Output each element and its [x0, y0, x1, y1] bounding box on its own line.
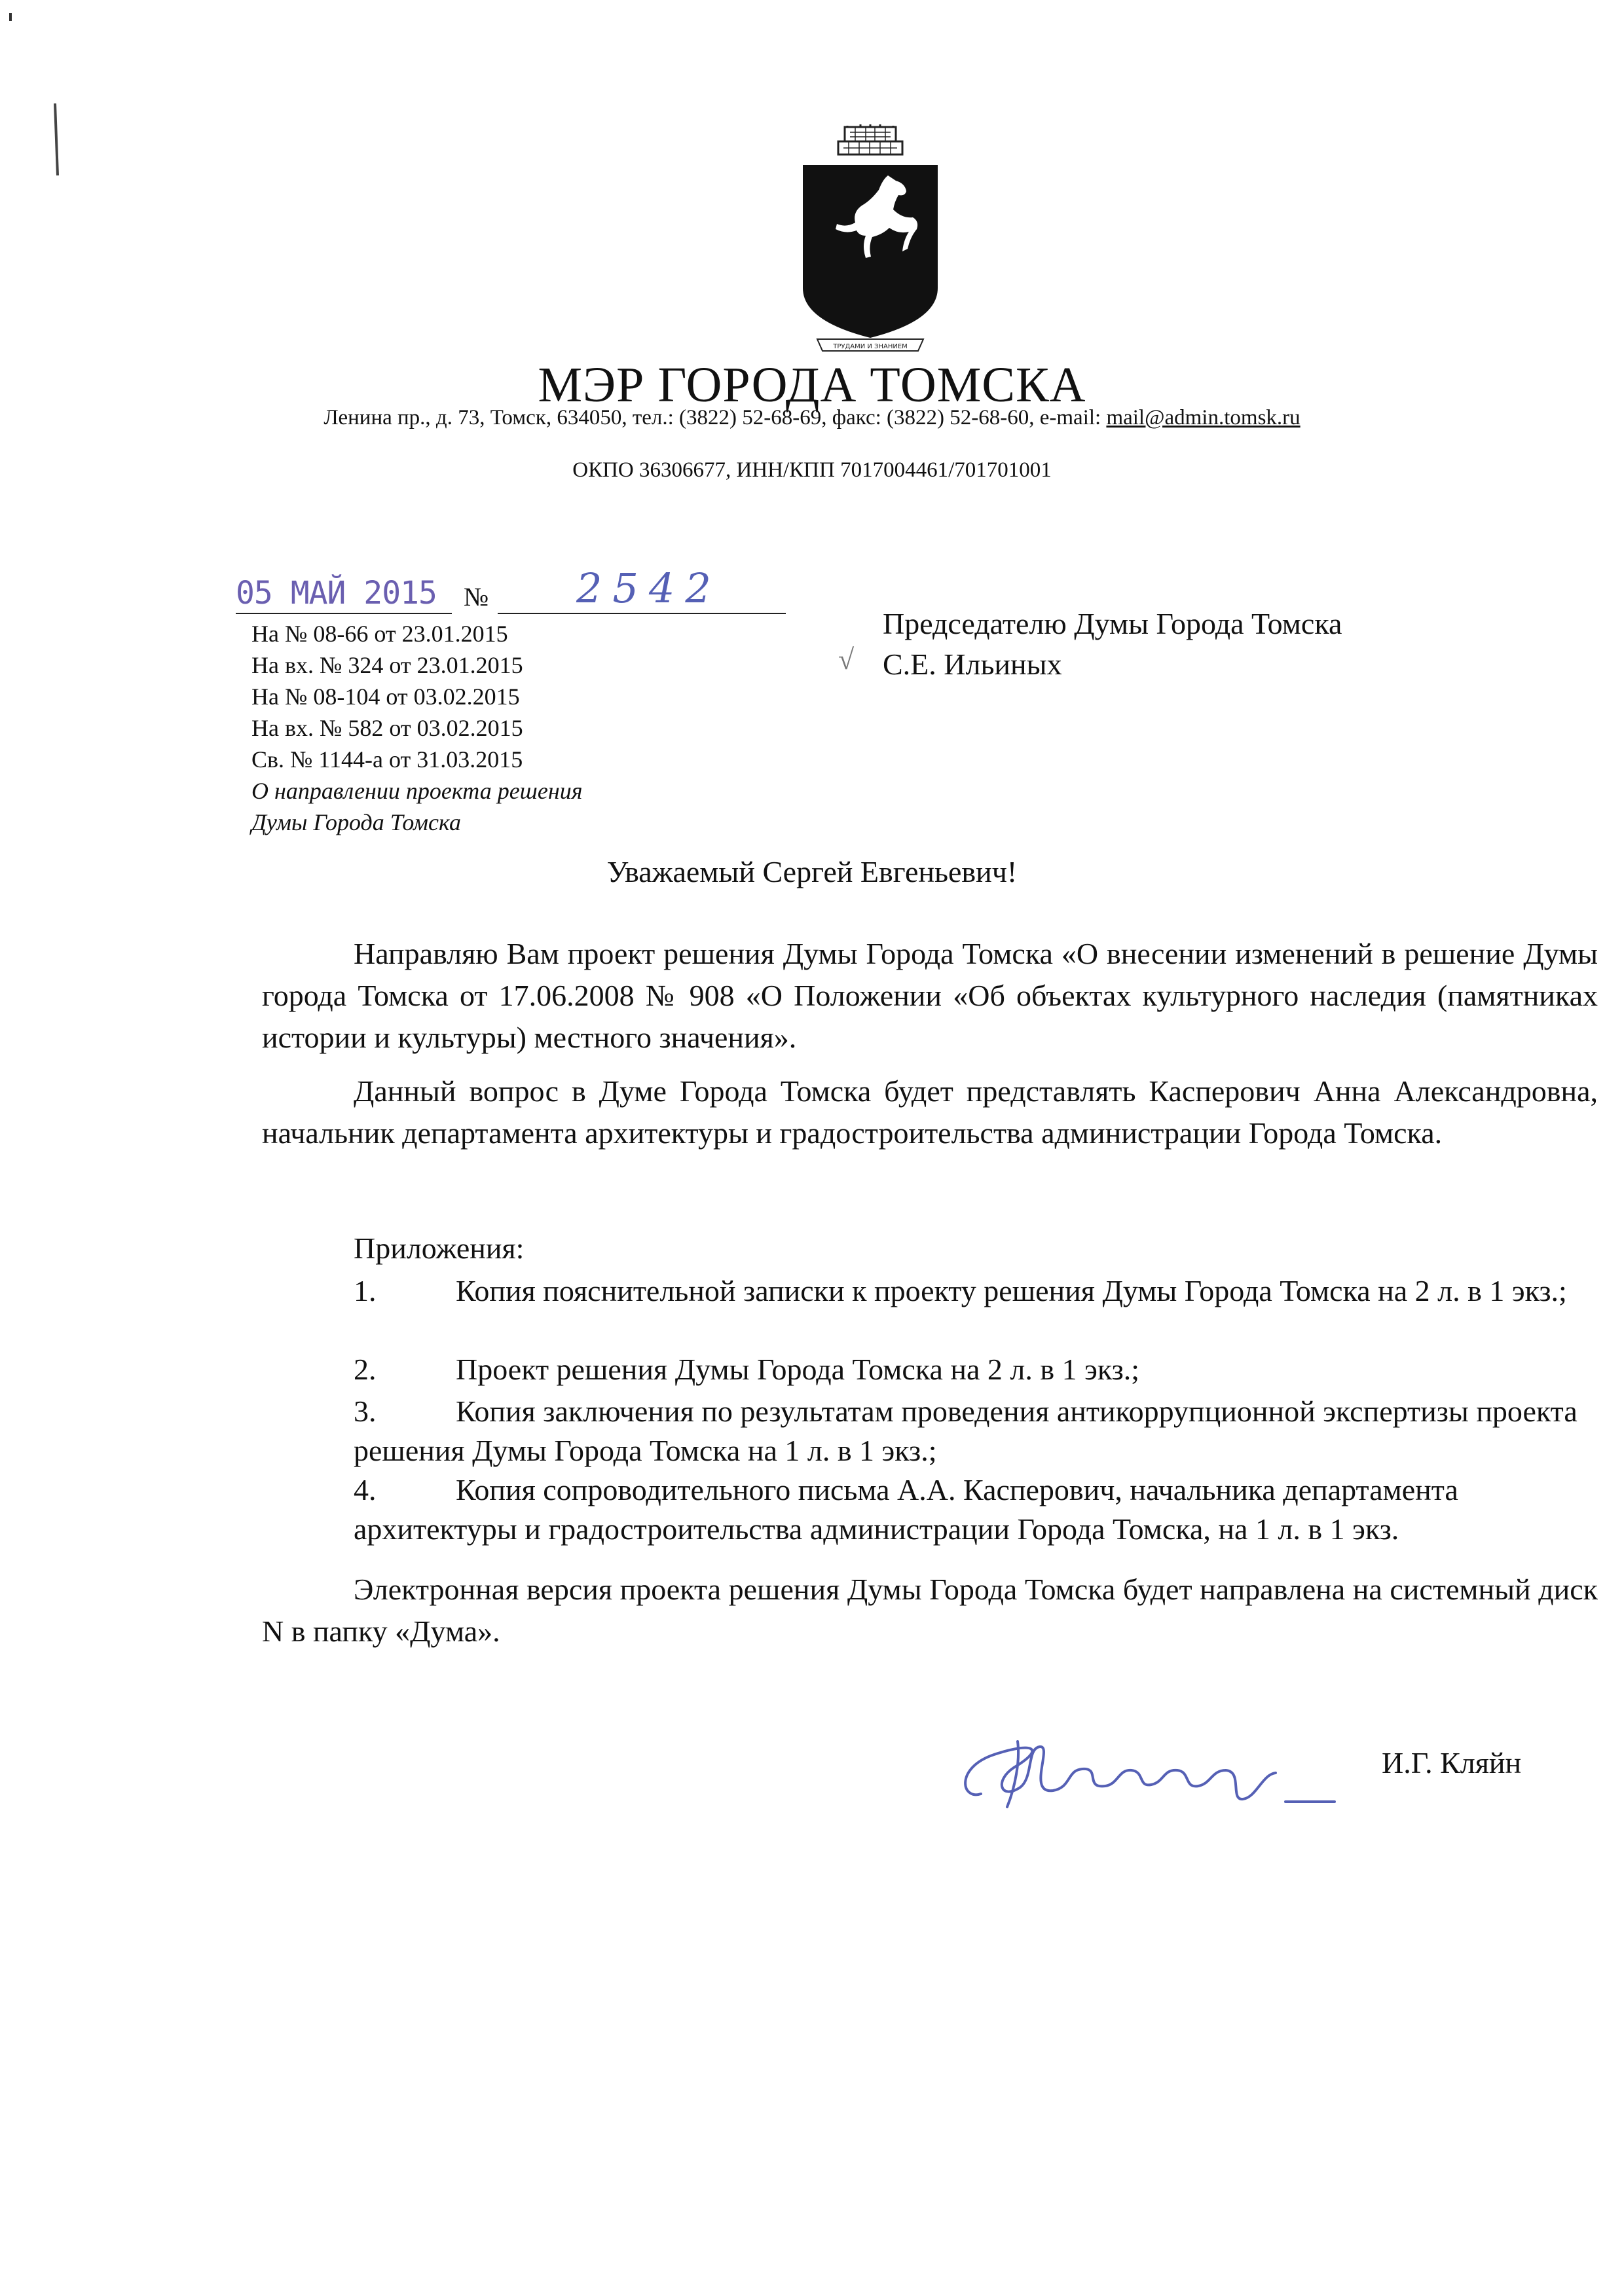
attachment-text: Проект решения Думы Города Томска на 2 л. в 1 экз.; [456, 1353, 1140, 1386]
emblem-motto: ТРУДАМИ И ЗНАНИЕМ [833, 343, 908, 350]
attachment-item [354, 1350, 1604, 1389]
salutation: Уважаемый Сергей Евгеньевич! [606, 855, 1018, 888]
attachment-text: Копия заключения по результатам проведения антикоррупционной экспертизы проекта решения Думы Города Томска на 1 л. в 1 экз.; [354, 1394, 1578, 1467]
letterhead-okpo: ОКПО 36306677, ИНН/КПП 7017004461/701701001 [572, 458, 1052, 482]
attachment-item [354, 1271, 1604, 1311]
attachments-heading: Приложения: [354, 1231, 525, 1265]
city-emblem-icon [798, 124, 943, 360]
attachment-item [354, 1470, 1604, 1549]
subject-line: Думы Города Томска [251, 809, 461, 835]
date-underline [236, 613, 452, 614]
handwritten-signature [955, 1728, 1361, 1813]
emblem-shield [803, 165, 938, 338]
attachment-number: 4. [354, 1473, 377, 1506]
paragraph-electronic: Электронная версия проекта решения Думы Города Томска будет направлена на системный диск N в папку «Дума». [262, 1573, 1598, 1648]
addressee-name: С.Е. Ильиных [883, 647, 1062, 681]
paragraph-main: Направляю Вам проект решения Думы Города Томска «О внесении изменений в решение Думы города Томска от 17.06.2008 № 908 «О Положении «Об объектах культурного наследия (памятниках истории и культуры) местного значения». [262, 937, 1598, 1054]
paragraph-presenter: Данный вопрос в Думе Города Томска будет представлять Касперович Анна Александровна, начальник департамента архитектуры и градостроительства администрации Города Томска. [262, 1074, 1598, 1150]
reference-line: На вх. № 582 от 03.02.2015 [251, 715, 523, 741]
subject-line: О направлении проекта решения [251, 778, 583, 804]
number-underline [498, 613, 786, 614]
check-mark-icon: √ [838, 644, 855, 676]
email-link[interactable]: mail@admin.tomsk.ru [1106, 406, 1301, 429]
attachment-text: Копия пояснительной записки к проекту решения Думы Города Томска на 2 л. в 1 экз.; [456, 1274, 1567, 1307]
attachment-number: 3. [354, 1394, 377, 1428]
signer-name: И.Г. Кляйн [1382, 1746, 1522, 1779]
scan-speck [9, 13, 12, 21]
reference-line: Св. № 1144-а от 31.03.2015 [251, 746, 523, 773]
attachment-text: Копия сопроводительного письма А.А. Касперович, начальника департамента архитектуры и градостроительства администрации Города Томска, на 1 л. в 1 экз. [354, 1473, 1458, 1546]
letterhead-title: МЭР ГОРОДА ТОМСКА [538, 357, 1086, 412]
scan-line-mark [54, 103, 59, 175]
reference-block [251, 618, 582, 838]
reference-line: На № 08-66 от 23.01.2015 [251, 621, 508, 647]
contacts-text: Ленина пр., д. 73, Томск, 634050, тел.: (3822) 52-68-69, факс: (3822) 52-68-60, e-mail: [323, 406, 1107, 429]
letterhead-contacts [0, 406, 1624, 430]
addressee-block [883, 604, 1342, 685]
addressee-position: Председателю Думы Города Томска [883, 607, 1342, 640]
reference-line: На № 08-104 от 03.02.2015 [251, 683, 520, 710]
handwritten-number: 2542 [576, 564, 722, 612]
attachment-number: 1. [354, 1274, 377, 1307]
reference-line: На вх. № 324 от 23.01.2015 [251, 652, 523, 678]
date-stamp: 05 МАЙ 2015 [236, 575, 437, 611]
emblem-crown [838, 124, 902, 155]
attachment-number: 2. [354, 1353, 377, 1386]
attachment-item [354, 1392, 1604, 1470]
number-sign: № [464, 582, 489, 611]
